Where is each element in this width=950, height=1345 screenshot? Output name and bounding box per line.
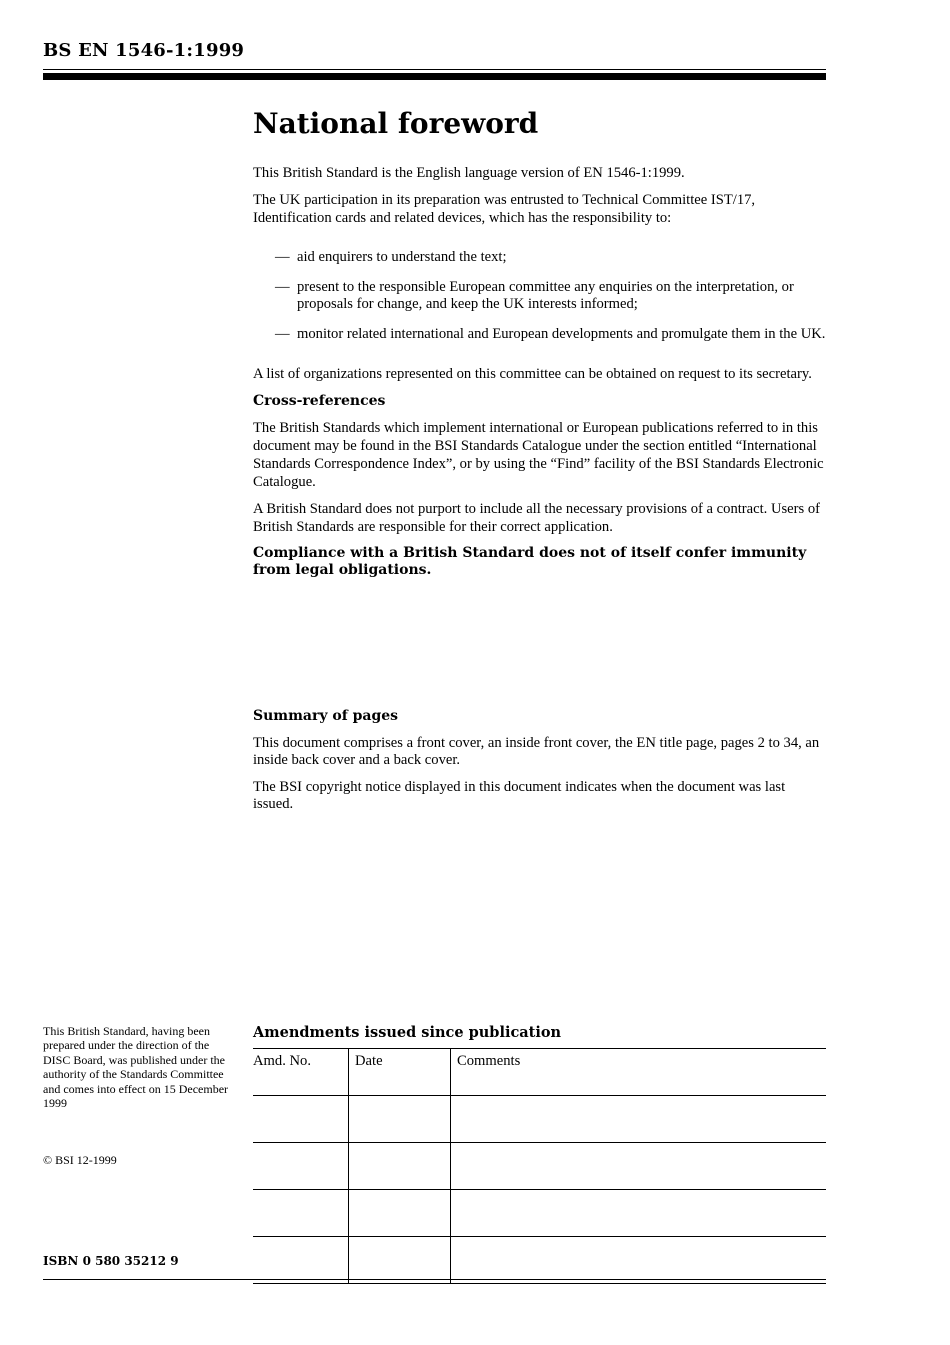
table-cell [349, 1237, 451, 1284]
provisions-paragraph: A British Standard does not purport to include all the necessary provisions of a contract. Users of British Standards are responsible for their correct application. [253, 501, 821, 535]
footer-rule [43, 1279, 826, 1280]
list-item [275, 249, 828, 266]
foreword-body [253, 106, 828, 588]
document-code: BS EN 1546-1:1999 [43, 40, 245, 61]
table-cell [451, 1190, 827, 1237]
list-item-text: present to the responsible European committee any enquiries on the interpretation, or proposals for change, and keep the UK interests informed; [297, 279, 794, 312]
dash-marker: — [275, 326, 290, 342]
intro-paragraph: This British Standard is the English language version of EN 1546-1:1999. [253, 165, 685, 181]
copyright-line: © BSI 12-1999 [43, 1153, 117, 1167]
list-item [275, 326, 828, 343]
publication-note: This British Standard, having been prepared under the direction of the DISC Board, was published under the authority of the Standards Committee and comes into effect on 15 December 1999 [43, 1024, 229, 1111]
summary-heading: Summary of pages [253, 708, 399, 724]
table-cell [349, 1190, 451, 1237]
isbn-line: ISBN 0 580 35212 9 [43, 1254, 179, 1268]
dash-marker: — [275, 279, 290, 295]
table-cell [451, 1096, 827, 1143]
compliance-statement: Compliance with a British Standard does not of itself confer immunity from legal obligations. [253, 545, 807, 578]
responsibility-list [275, 249, 828, 343]
table-row [253, 1096, 826, 1143]
table-cell [349, 1096, 451, 1143]
cross-references-paragraph: The British Standards which implement international or European publications referred to in this document may be found in the BSI Standards Catalogue under the section entitled “International Standards Correspondence Index”, or by using the “Find” facility of the BSI Standards Electronic Catalogue. [253, 420, 824, 490]
column-header-amd-no: Amd. No. [253, 1049, 349, 1096]
page-title: National foreword [253, 107, 539, 140]
organizations-paragraph: A list of organizations represented on this committee can be obtained on request to its secretary. [253, 366, 812, 382]
header-rule-thick [43, 73, 826, 80]
table-row [253, 1237, 826, 1284]
summary-pages-paragraph: This document comprises a front cover, an inside front cover, the EN title page, pages 2 to 34, an inside back cover and a back cover. [253, 734, 820, 768]
table-row [253, 1190, 826, 1237]
copyright-notice-paragraph: The BSI copyright notice displayed in this document indicates when the document was last issued. [253, 778, 786, 812]
table-cell [253, 1237, 349, 1284]
dash-marker: — [275, 249, 290, 265]
header-rule-thin [43, 69, 826, 70]
list-item-text: aid enquirers to understand the text; [297, 249, 507, 265]
table-cell [451, 1237, 827, 1284]
table-header-row [253, 1049, 826, 1096]
summary-section [253, 708, 828, 823]
list-item-text: monitor related international and European developments and promulgate them in the UK. [297, 326, 826, 342]
amendments-title: Amendments issued since publication [253, 1024, 562, 1041]
table-cell [253, 1190, 349, 1237]
table-cell [349, 1143, 451, 1190]
table-row [253, 1143, 826, 1190]
cross-references-heading: Cross-references [253, 393, 386, 409]
column-header-comments: Comments [451, 1049, 827, 1096]
table-cell [451, 1143, 827, 1190]
table-cell [253, 1143, 349, 1190]
amendments-table [253, 1048, 826, 1284]
list-item [275, 279, 828, 313]
participation-paragraph: The UK participation in its preparation was entrusted to Technical Committee IST/17, Identification cards and related devices, which has the responsibility to: [253, 192, 756, 226]
table-cell [253, 1096, 349, 1143]
column-header-date: Date [349, 1049, 451, 1096]
